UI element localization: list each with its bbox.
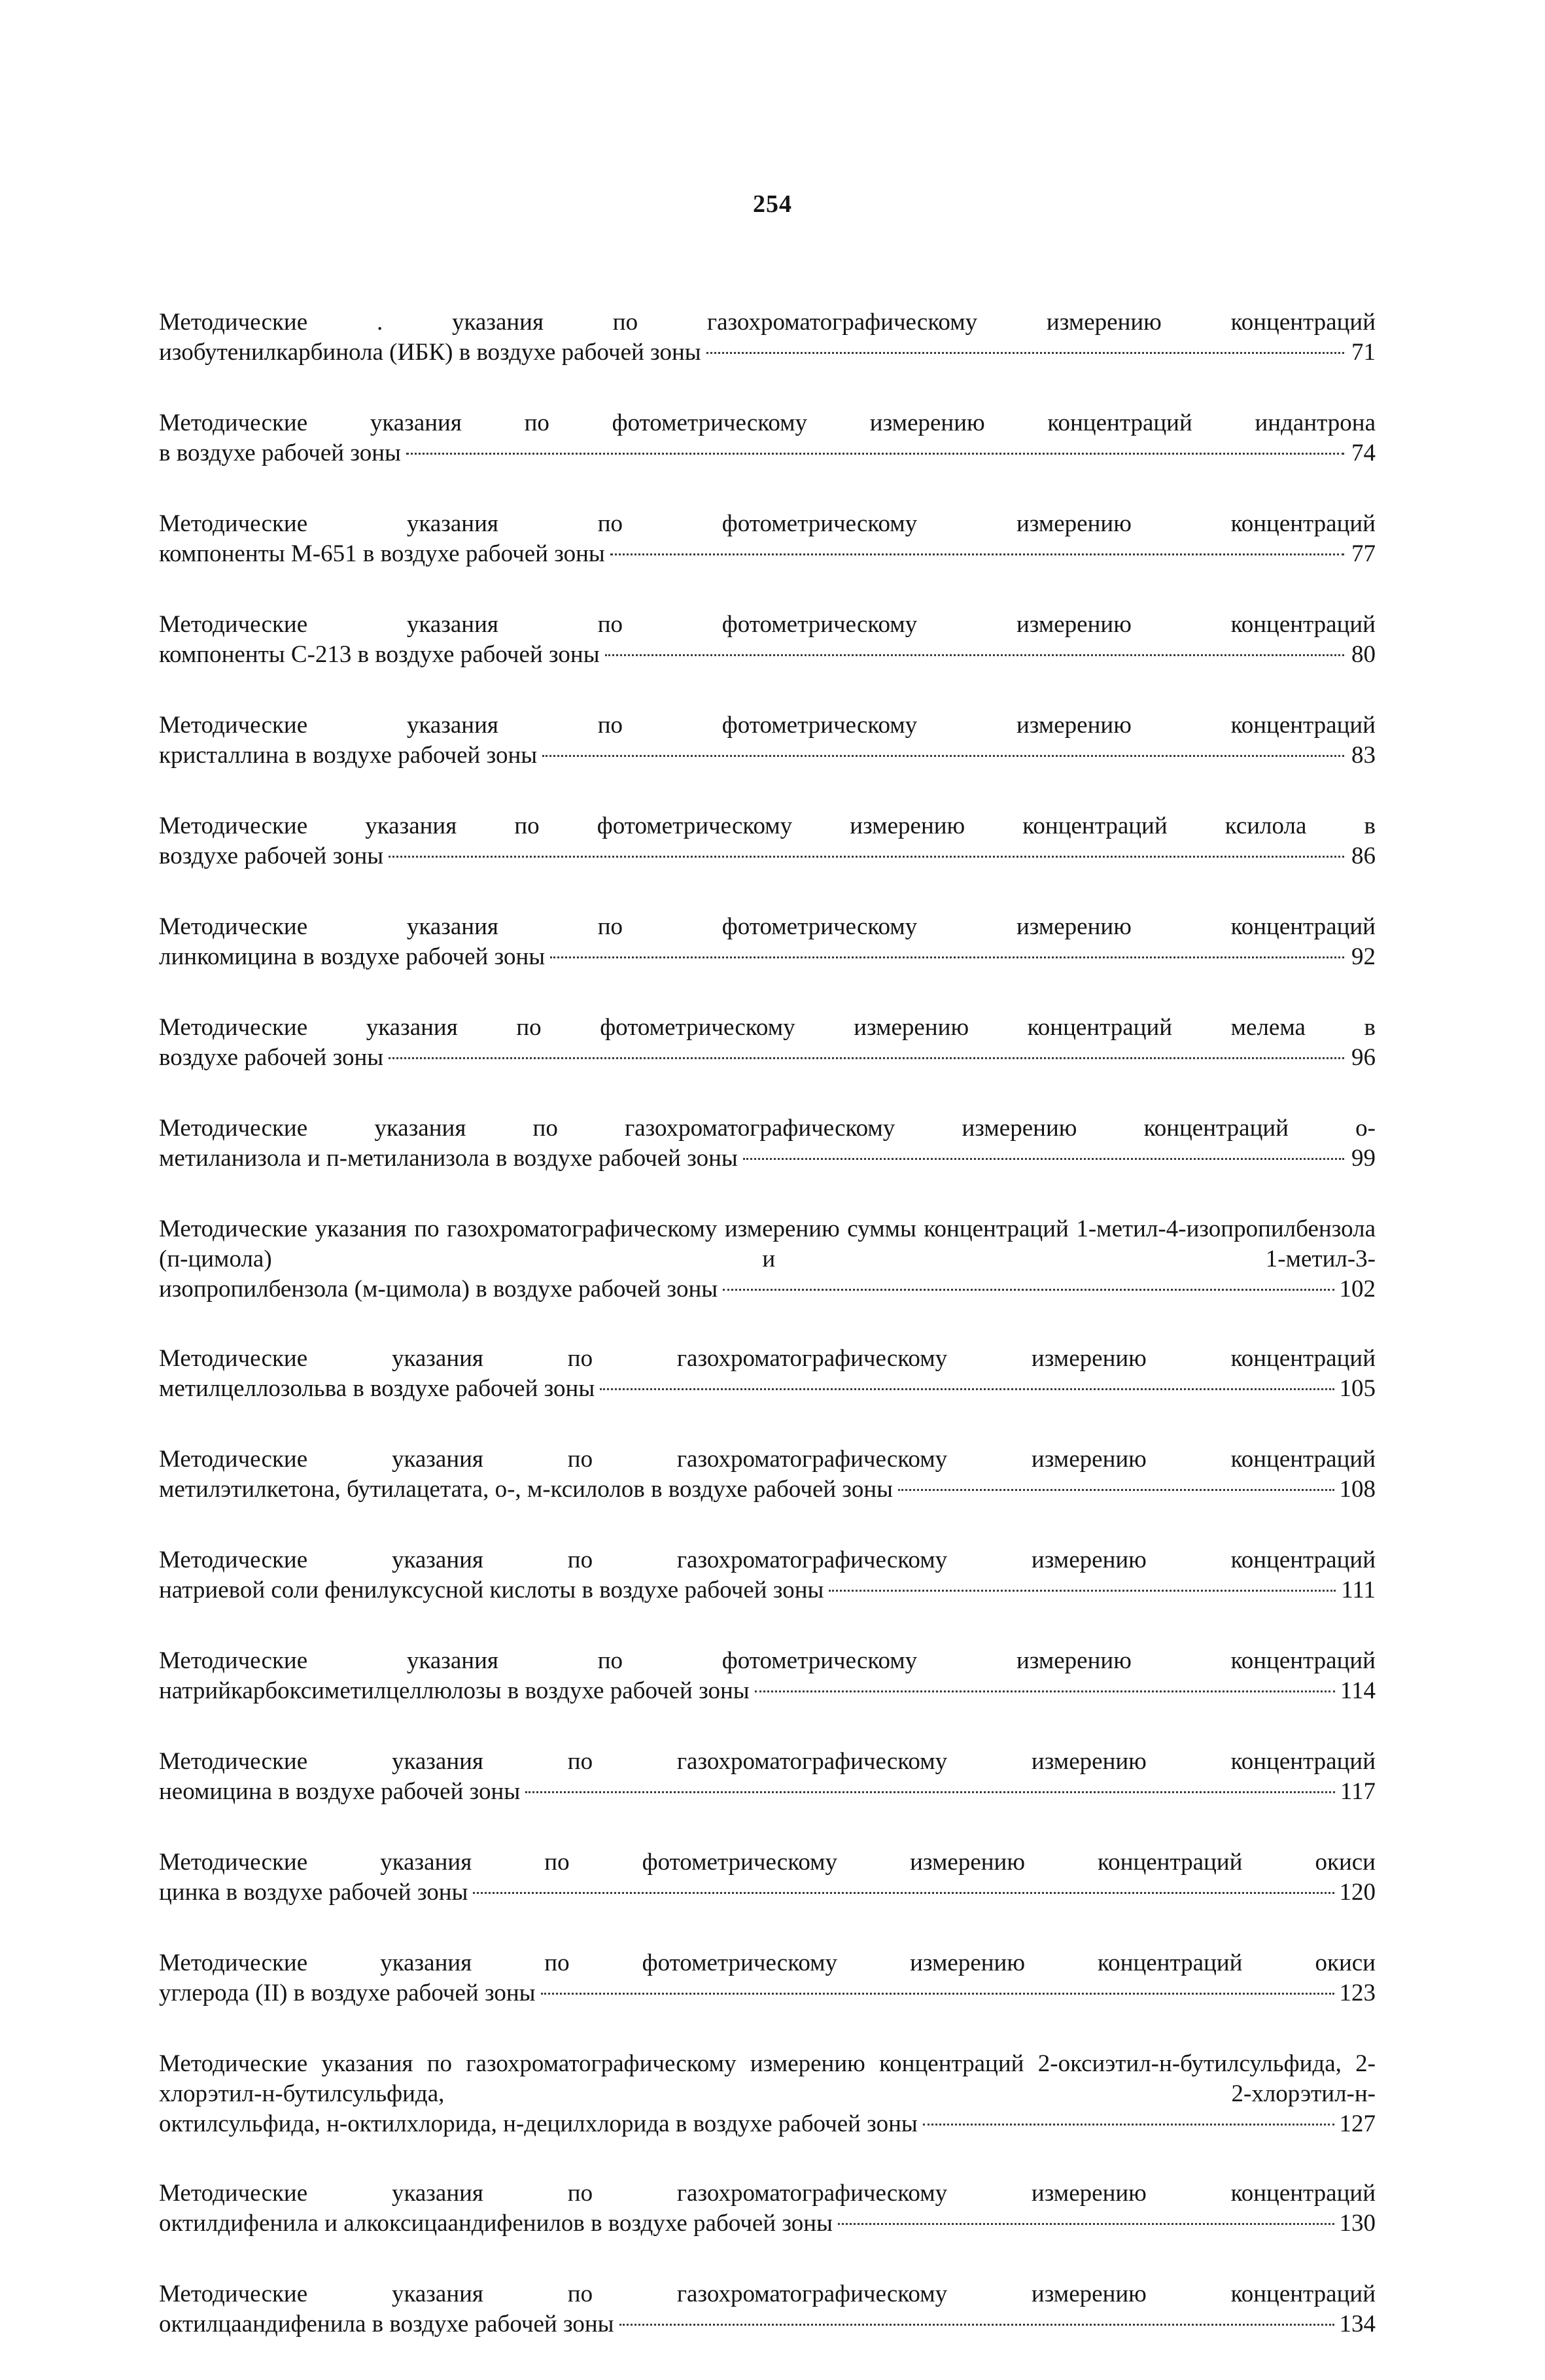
entry-page-number: 71: [1351, 339, 1376, 366]
entry-title-end: метиланизола и п-метиланизола в воздухе рабочей зоны: [159, 1145, 738, 1172]
toc-entry: [159, 408, 1376, 468]
toc-entry: [159, 307, 1376, 368]
entry-page-number: 86: [1351, 843, 1376, 869]
entry-title: Методические указания по газохроматографическому измерению суммы концентраций 1-метил-4-изопропилбензола (п-цимола) и 1-метил-3-: [159, 1216, 1376, 1272]
entry-title: Методические указания по газохроматографическому измерению концентраций: [159, 1446, 1376, 1473]
entry-tail: [159, 640, 1376, 670]
dot-leader: [389, 1057, 1344, 1059]
dot-leader: [605, 654, 1344, 656]
toc-entry: [159, 1847, 1376, 1908]
entry-page-number: 114: [1340, 1677, 1376, 1704]
dot-leader: [525, 1791, 1335, 1793]
entry-tail: [159, 1374, 1376, 1404]
entry-page-number: 102: [1339, 1276, 1376, 1303]
entry-page-number: 77: [1351, 540, 1376, 567]
entry-title-end: неомицина в воздухе рабочей зоны: [159, 1778, 521, 1805]
entry-title: Методические указания по фотометрическому измерению концентраций: [159, 712, 1376, 739]
entry-title: Методические указания по фотометрическому измерению концентраций индантрона: [159, 410, 1376, 436]
entry-page-number: 80: [1351, 641, 1376, 668]
entry-tail: [159, 1575, 1376, 1605]
dot-leader: [610, 553, 1344, 555]
entry-page-number: 130: [1339, 2210, 1376, 2237]
entry-tail: [159, 942, 1376, 972]
entry-title: Методические указания по газохроматографическому измерению концентраций: [159, 2180, 1376, 2207]
entry-page-number: 92: [1351, 943, 1376, 970]
dot-leader: [723, 1289, 1334, 1291]
entry-title-end: метилэтилкетона, бутилацетата, о-, м-ксилолов в воздухе рабочей зоны: [159, 1476, 893, 1503]
entry-tail: [159, 1676, 1376, 1706]
entry-title-end: углерода (II) в воздухе рабочей зоны: [159, 1980, 536, 2006]
toc-entry: [159, 1113, 1376, 1174]
entry-title: Методические указания по фотометрическому измерению концентраций: [159, 510, 1376, 537]
entry-tail: [159, 338, 1376, 368]
entry-page-number: 74: [1351, 440, 1376, 466]
dot-leader: [898, 1489, 1334, 1491]
entry-title-end: натриевой соли фенилуксусной кислоты в воздухе рабочей зоны: [159, 1577, 824, 1603]
toc-entry: [159, 912, 1376, 972]
entry-title: Методические указания по фотометрическому измерению концентраций окиси: [159, 1849, 1376, 1876]
entry-title: Методические указания по газохроматографическому измерению концентраций о-: [159, 1115, 1376, 1142]
entry-title: Методические указания по фотометрическому измерению концентраций ксилола в: [159, 813, 1376, 839]
entry-title: Методические . указания по газохроматографическому измерению концентраций: [159, 309, 1376, 336]
toc-entry: [159, 610, 1376, 670]
toc-entry: [159, 2049, 1376, 2139]
entry-title-end: воздухе рабочей зоны: [159, 843, 384, 869]
entry-title-end: компоненты С-213 в воздухе рабочей зоны: [159, 641, 600, 668]
toc-entry: [159, 1214, 1376, 1304]
entry-tail: [159, 741, 1376, 771]
entry-tail: [159, 2109, 1376, 2139]
toc-entry: [159, 811, 1376, 871]
entry-title-end: линкомицина в воздухе рабочей зоны: [159, 943, 546, 970]
entry-page-number: 123: [1339, 1980, 1376, 2006]
entry-page-number: 105: [1339, 1375, 1376, 1402]
entry-title: Методические указания по фотометрическому измерению концентраций: [159, 913, 1376, 940]
entry-title-end: октилдифенила и алкоксицаандифенилов в воздухе рабочей зоны: [159, 2210, 833, 2237]
entry-tail: [159, 1144, 1376, 1174]
entry-page-number: 96: [1351, 1044, 1376, 1071]
toc-entry: [159, 1344, 1376, 1404]
dot-leader: [473, 1892, 1334, 1894]
entry-tail: [159, 1274, 1376, 1304]
entry-tail: [159, 841, 1376, 871]
dot-leader: [550, 956, 1344, 958]
toc-entry: [159, 2279, 1376, 2339]
entry-title: Методические указания по фотометрическому измерению концентраций: [159, 611, 1376, 638]
entry-title: Методические указания по газохроматографическому измерению концентраций: [159, 1547, 1376, 1573]
entry-tail: [159, 1475, 1376, 1505]
entry-title: Методические указания по газохроматографическому измерению концентраций: [159, 2281, 1376, 2307]
toc-entry: [159, 1444, 1376, 1505]
entry-tail: [159, 2209, 1376, 2239]
entry-tail: [159, 438, 1376, 468]
toc-entry: [159, 2179, 1376, 2239]
dot-leader: [755, 1690, 1335, 1692]
dot-leader: [406, 453, 1344, 455]
dot-leader: [389, 856, 1344, 858]
entry-page-number: 111: [1341, 1577, 1376, 1603]
entry-page-number: 83: [1351, 742, 1376, 769]
table-of-contents: [159, 307, 1376, 2380]
dot-leader: [541, 1993, 1334, 1995]
entry-title-end: компоненты М-651 в воздухе рабочей зоны: [159, 540, 605, 567]
entry-tail: [159, 539, 1376, 569]
entry-title: Методические указания по газохроматографическому измерению концентраций 2-оксиэтил-н-бутилсульфида, 2-хлорэтил-н-бутилсульфида, 2-хлорэтил-н-: [159, 2050, 1376, 2107]
entry-title-end: метилцеллозольва в воздухе рабочей зоны: [159, 1375, 595, 1402]
entry-title: Методические указания по фотометрическому измерению концентраций окиси: [159, 1950, 1376, 1976]
entry-title: Методические указания по газохроматографическому измерению концентраций: [159, 1748, 1376, 1775]
entry-page-number: 117: [1340, 1778, 1376, 1805]
page-number: 254: [753, 190, 792, 218]
dot-leader: [619, 2324, 1334, 2326]
entry-title-end: октилсульфида, н-октилхлорида, н-децилхлорида в воздухе рабочей зоны: [159, 2110, 918, 2137]
toc-entry: [159, 509, 1376, 569]
entry-page-number: 99: [1351, 1145, 1376, 1172]
dot-leader: [923, 2124, 1334, 2126]
dot-leader: [743, 1158, 1344, 1160]
entry-title-end: в воздухе рабочей зоны: [159, 440, 401, 466]
dot-leader: [829, 1590, 1336, 1592]
entry-tail: [159, 2309, 1376, 2339]
entry-title-end: октилцаандифенила в воздухе рабочей зоны: [159, 2311, 614, 2337]
toc-entry: [159, 1545, 1376, 1605]
entry-tail: [159, 1777, 1376, 1807]
entry-title: Методические указания по газохроматографическому измерению концентраций: [159, 1345, 1376, 1372]
entry-title: Методические указания по фотометрическому измерению концентраций: [159, 1647, 1376, 1674]
entry-page-number: 127: [1339, 2110, 1376, 2137]
dot-leader: [838, 2223, 1334, 2225]
toc-entry: [159, 710, 1376, 771]
entry-page-number: 134: [1339, 2311, 1376, 2337]
entry-title-end: кристаллина в воздухе рабочей зоны: [159, 742, 538, 769]
dot-leader: [542, 755, 1344, 757]
entry-page-number: 120: [1339, 1879, 1376, 1906]
entry-title-end: натрийкарбоксиметилцеллюлозы в воздухе рабочей зоны: [159, 1677, 750, 1704]
entry-tail: [159, 1978, 1376, 2008]
toc-entry: [159, 1747, 1376, 1807]
entry-title-end: изопропилбензола (м-цимола) в воздухе рабочей зоны: [159, 1276, 718, 1303]
entry-title-end: воздухе рабочей зоны: [159, 1044, 384, 1071]
entry-title: Методические указания по фотометрическому измерению концентраций мелема в: [159, 1014, 1376, 1041]
entry-title-end: цинка в воздухе рабочей зоны: [159, 1879, 468, 1906]
toc-entry: [159, 1948, 1376, 2008]
entry-tail: [159, 1043, 1376, 1073]
entry-page-number: 108: [1339, 1476, 1376, 1503]
toc-entry: [159, 1013, 1376, 1073]
entry-tail: [159, 1878, 1376, 1908]
toc-entry: [159, 1646, 1376, 1706]
dot-leader: [600, 1388, 1334, 1390]
dot-leader: [706, 352, 1344, 354]
entry-title-end: изобутенилкарбинола (ИБК) в воздухе рабочей зоны: [159, 339, 701, 366]
